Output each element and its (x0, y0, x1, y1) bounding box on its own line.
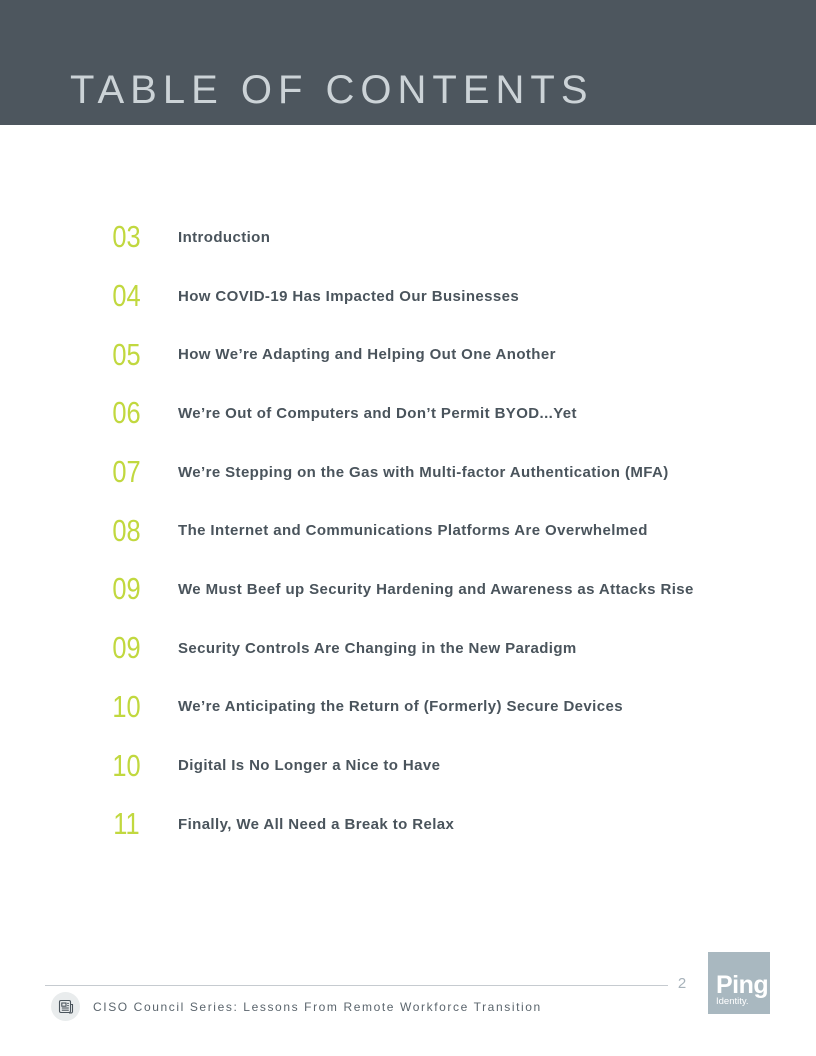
toc-entry-page-number: 08 (112, 512, 141, 548)
footer-divider (45, 985, 668, 986)
toc-entry[interactable] (105, 795, 765, 854)
header-banner (0, 0, 816, 125)
toc-entry[interactable] (105, 267, 765, 326)
newspaper-icon (51, 992, 80, 1021)
toc-entry[interactable] (105, 443, 765, 502)
toc-entry-title: We Must Beef up Security Hardening and Awareness as Attacks Rise (178, 580, 694, 598)
toc-entry-page-number: 07 (112, 454, 141, 490)
toc-entry[interactable] (105, 736, 765, 795)
toc-entry-page-number: 04 (112, 278, 141, 314)
toc-entry-title: How COVID-19 Has Impacted Our Businesses (178, 287, 520, 305)
logo-brand-text: Ping (716, 971, 769, 999)
toc-entry-title: We’re Out of Computers and Don’t Permit BYOD...Yet (178, 404, 577, 422)
toc-entry-page-number: 09 (112, 630, 141, 666)
toc-entry-page-number: 10 (112, 747, 141, 783)
toc-entry[interactable] (105, 325, 765, 384)
toc-entry[interactable] (105, 560, 765, 619)
toc-entry[interactable] (105, 384, 765, 443)
toc-entry-title: Finally, We All Need a Break to Relax (178, 815, 455, 833)
page-title: TABLE OF CONTENTS (70, 68, 594, 112)
toc-entry-title: The Internet and Communications Platforms Are Overwhelmed (178, 522, 648, 540)
toc-entry[interactable] (105, 501, 765, 560)
toc-entry-title: We’re Stepping on the Gas with Multi-factor Authentication (MFA) (178, 463, 669, 481)
toc-entry-title: How We’re Adapting and Helping Out One Another (178, 346, 556, 364)
toc-entry-page-number: 11 (113, 806, 140, 842)
page-number: 2 (677, 975, 687, 992)
toc-list (105, 208, 765, 854)
toc-entry[interactable] (105, 678, 765, 737)
footer-doc-title: CISO Council Series: Lessons From Remote Workforce Transition (93, 999, 542, 1014)
toc-entry-page-number: 10 (112, 688, 141, 724)
toc-entry-page-number: 09 (112, 571, 141, 607)
toc-entry-title: We’re Anticipating the Return of (Formerly) Secure Devices (178, 698, 623, 716)
toc-entry-title: Digital Is No Longer a Nice to Have (178, 757, 441, 775)
logo-sub-text: Identity. (716, 996, 749, 1007)
toc-entry-page-number: 05 (112, 336, 141, 372)
ping-identity-logo (708, 952, 770, 1014)
toc-entry[interactable] (105, 208, 765, 267)
toc-entry[interactable] (105, 619, 765, 678)
toc-entry-title: Security Controls Are Changing in the New Paradigm (178, 639, 577, 657)
toc-entry-page-number: 06 (112, 395, 141, 431)
toc-entry-page-number: 03 (112, 219, 141, 255)
footer-doc-info (51, 992, 542, 1021)
toc-entry-title: Introduction (178, 228, 271, 246)
